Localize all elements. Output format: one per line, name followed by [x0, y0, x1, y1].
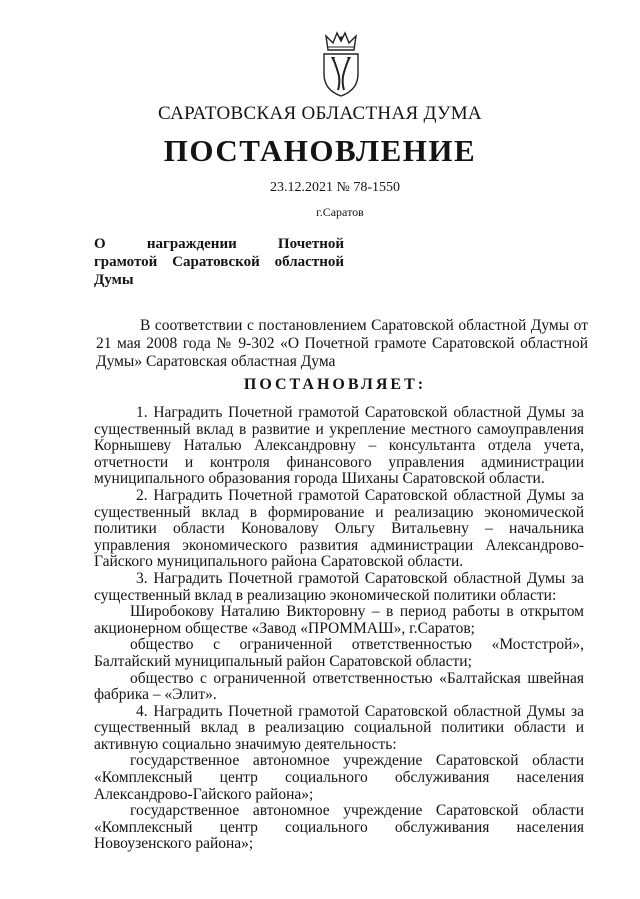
document-date-number: 23.12.2021 № 78-1550 — [269, 180, 401, 195]
decides-heading: ПОСТАНОВЛЯЕТ: — [243, 376, 427, 393]
document-subject — [94, 235, 344, 289]
decision-subitem: государственное автономное учреждение Саратовской области «Комплексный центр социального обслуживания населения Новоузенского района»; — [94, 802, 584, 853]
document-type-title: ПОСТАНОВЛЕНИЕ — [163, 133, 477, 168]
decision-subitem: общество с ограниченной ответственностью «Балтайская швейная фабрика – «Элит». — [94, 669, 584, 704]
subject-line: О награждении Почетной — [94, 236, 344, 252]
decision-item: 1. Наградить Почетной грамотой Саратовской областной Думы за существенный вклад в развитие и укрепление местного самоуправления Корнышеву Наталью Александровну – консультанта отдела учета, отчетности и контроля финансового управления администрации муниципального образования города Шиханы Саратовской области. — [94, 404, 584, 488]
saratov-coat-of-arms-icon — [318, 30, 364, 98]
subject-line: Думы — [94, 272, 134, 288]
organization-name: САРАТОВСКАЯ ОБЛАСТНАЯ ДУМА — [158, 103, 482, 124]
decision-subitem: государственное автономное учреждение Саратовской области «Комплексный центр социального обслуживания населения Александрово-Гайского района»; — [94, 752, 584, 803]
decision-item: 3. Наградить Почетной грамотой Саратовской областной Думы за существенный вклад в реализацию экономической политики области: — [94, 569, 584, 604]
subject-line: грамотой Саратовской областной — [94, 254, 344, 270]
decision-item: 2. Наградить Почетной грамотой Саратовской областной Думы за существенный вклад в формирование и реализацию экономической политики области Коновалову Ольгу Витальевну – начальника управления экономического развития администрации Александрово-Гайского муниципального района Саратовской области. — [94, 486, 584, 571]
document-city: г.Саратов — [316, 205, 364, 219]
decision-item: 4. Наградить Почетной грамотой Саратовской областной Думы за существенный вклад в реализацию социальной политики области и активную социально значимую деятельность: — [94, 702, 584, 753]
decision-subitem: общество с ограниченной ответственностью «Мостстрой», Балтайский муниципальный район Саратовской области; — [94, 636, 584, 670]
decision-subitem: Широбокову Наталию Викторовну – в период работы в открытом акционерном обществе «Завод «ПРОММАШ», г.Саратов; — [94, 603, 584, 637]
preamble-paragraph: В соответствии с постановлением Саратовской областной Думы от 21 мая 2008 года № 9-302 «О Почетной грамоте Саратовской областной Думы» Саратовская областная Дума — [96, 317, 588, 370]
document-body — [94, 405, 584, 853]
